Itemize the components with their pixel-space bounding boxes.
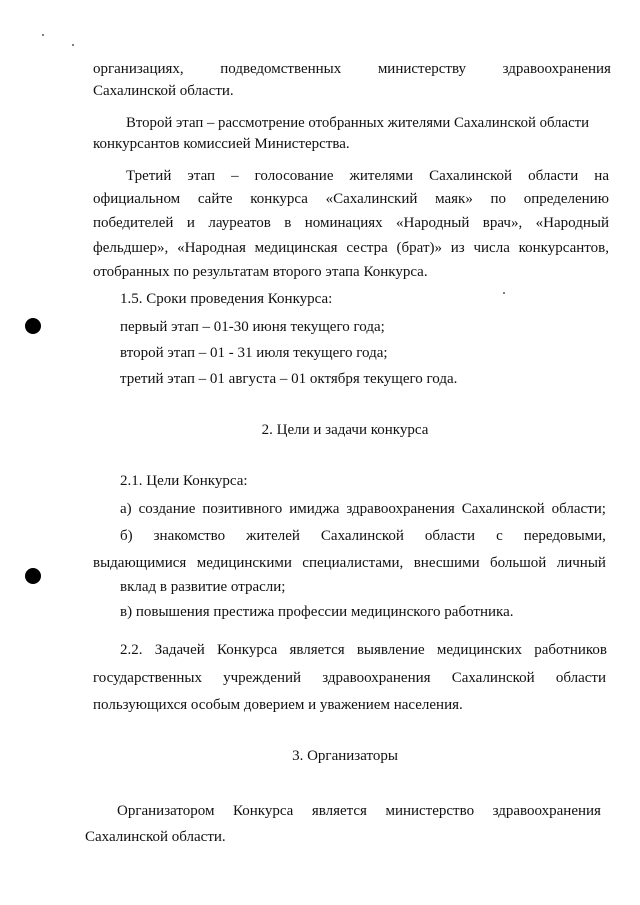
paragraph-line: конкурсантов комиссией Министерства. <box>93 136 350 152</box>
paragraph-line <box>93 60 611 78</box>
list-item: в) повышения престижа профессии медицинского работника. <box>120 604 514 620</box>
word: Третий <box>126 168 172 184</box>
list-item: первый этап – 01-30 июня текущего года; <box>120 319 385 335</box>
word: из <box>450 240 465 256</box>
word: медицинская <box>254 240 338 256</box>
word: этап <box>187 168 216 184</box>
word: сайте <box>197 191 233 207</box>
word: – <box>231 168 239 184</box>
paragraph-line <box>93 554 606 572</box>
word: победителей <box>93 215 174 231</box>
word: на <box>594 168 609 184</box>
scan-speck <box>42 34 44 36</box>
paragraph-line: отобранных по результатам второго этапа Конкурса. <box>93 264 428 280</box>
word: Сахалинской <box>320 528 404 544</box>
word: области <box>528 168 579 184</box>
scan-speck <box>72 44 74 46</box>
word: выдающимися <box>93 555 187 571</box>
word: определению <box>523 191 609 207</box>
word: медицинскими <box>196 555 292 571</box>
paragraph-line: вклад в развитие отрасли; <box>120 579 286 595</box>
subsection-heading: 2.1. Цели Конкурса: <box>120 473 248 489</box>
word: номинациях <box>304 215 383 231</box>
word: «Сахалинский <box>325 191 418 207</box>
word: с <box>496 528 503 544</box>
list-item <box>120 527 606 545</box>
word: «Народная <box>177 240 246 256</box>
word: министерству <box>377 61 467 77</box>
word: официальном <box>93 191 181 207</box>
word: голосование <box>254 168 334 184</box>
word: «Народный <box>396 215 470 231</box>
word: подведомственных <box>220 61 342 77</box>
paragraph-line: Сахалинской области. <box>85 829 226 845</box>
word: сестра <box>346 240 388 256</box>
word: личный <box>556 555 606 571</box>
word: знакомство <box>153 528 226 544</box>
word: выявление <box>356 642 425 658</box>
word: врач», <box>482 215 523 231</box>
list-item: второй этап – 01 - 31 июля текущего года; <box>120 345 388 361</box>
word: внесшими <box>413 555 480 571</box>
paragraph-line: пользующихся особым доверием и уважением населения. <box>93 697 463 713</box>
paragraph-line <box>117 802 601 820</box>
word: Сахалинской <box>429 168 513 184</box>
word: области <box>424 528 476 544</box>
word: учреждений <box>223 670 302 686</box>
word: и <box>186 215 195 231</box>
paragraph-line: Второй этап – рассмотрение отобранных жителями Сахалинской области <box>126 115 590 131</box>
word: Конкурса <box>216 642 278 658</box>
word: 2.2. <box>120 642 143 658</box>
word: является <box>311 803 367 819</box>
word: области; <box>551 501 606 517</box>
punch-hole-top <box>25 318 41 334</box>
word: большой <box>490 555 547 571</box>
list-item <box>120 500 606 518</box>
paragraph-line <box>120 641 607 659</box>
word: государственных <box>93 670 202 686</box>
paragraph-line <box>93 214 609 232</box>
paragraph-line <box>126 167 609 185</box>
word: по <box>490 191 507 207</box>
word: здравоохранения <box>502 61 611 77</box>
word: (брат)» <box>396 240 442 256</box>
word: б) <box>120 528 133 544</box>
word: числа <box>473 240 510 256</box>
word: медицинских <box>436 642 522 658</box>
word: жителями <box>349 168 414 184</box>
section-heading: 2. Цели и задачи конкурса <box>261 422 429 438</box>
word: лауреатов <box>208 215 271 231</box>
word: маяк» <box>435 191 473 207</box>
word: здравоохранения <box>322 670 431 686</box>
word: создание <box>138 501 196 517</box>
word: организациях, <box>93 61 184 77</box>
scan-speck <box>503 292 505 294</box>
word: позитивного <box>202 501 283 517</box>
word: жителей <box>246 528 300 544</box>
word: работников <box>534 642 607 658</box>
paragraph-line <box>93 190 609 208</box>
word: Сахалинской <box>451 670 535 686</box>
word: Задачей <box>154 642 205 658</box>
word: а) <box>120 501 132 517</box>
word: специалистами, <box>302 555 404 571</box>
word: фельдшер», <box>93 240 169 256</box>
subsection-heading: 1.5. Сроки проведения Конкурса: <box>120 291 333 307</box>
word: здравоохранения <box>492 803 601 819</box>
paragraph-line <box>93 239 609 257</box>
punch-hole-bottom <box>25 568 41 584</box>
word: конкурса <box>250 191 308 207</box>
word: является <box>289 642 345 658</box>
word: Сахалинской <box>461 501 545 517</box>
word: передовыми, <box>523 528 606 544</box>
word: имиджа <box>289 501 340 517</box>
word: министерство <box>385 803 475 819</box>
word: здравоохранения <box>346 501 455 517</box>
word: области <box>555 670 606 686</box>
word: «Народный <box>535 215 609 231</box>
paragraph-line: Сахалинской области. <box>93 83 234 99</box>
word: Организатором <box>117 803 215 819</box>
list-item: третий этап – 01 августа – 01 октября текущего года. <box>120 371 458 387</box>
section-heading: 3. Организаторы <box>292 748 398 764</box>
word: в <box>284 215 292 231</box>
word: конкурсантов, <box>518 240 609 256</box>
paragraph-line <box>93 669 606 687</box>
word: Конкурса <box>232 803 294 819</box>
